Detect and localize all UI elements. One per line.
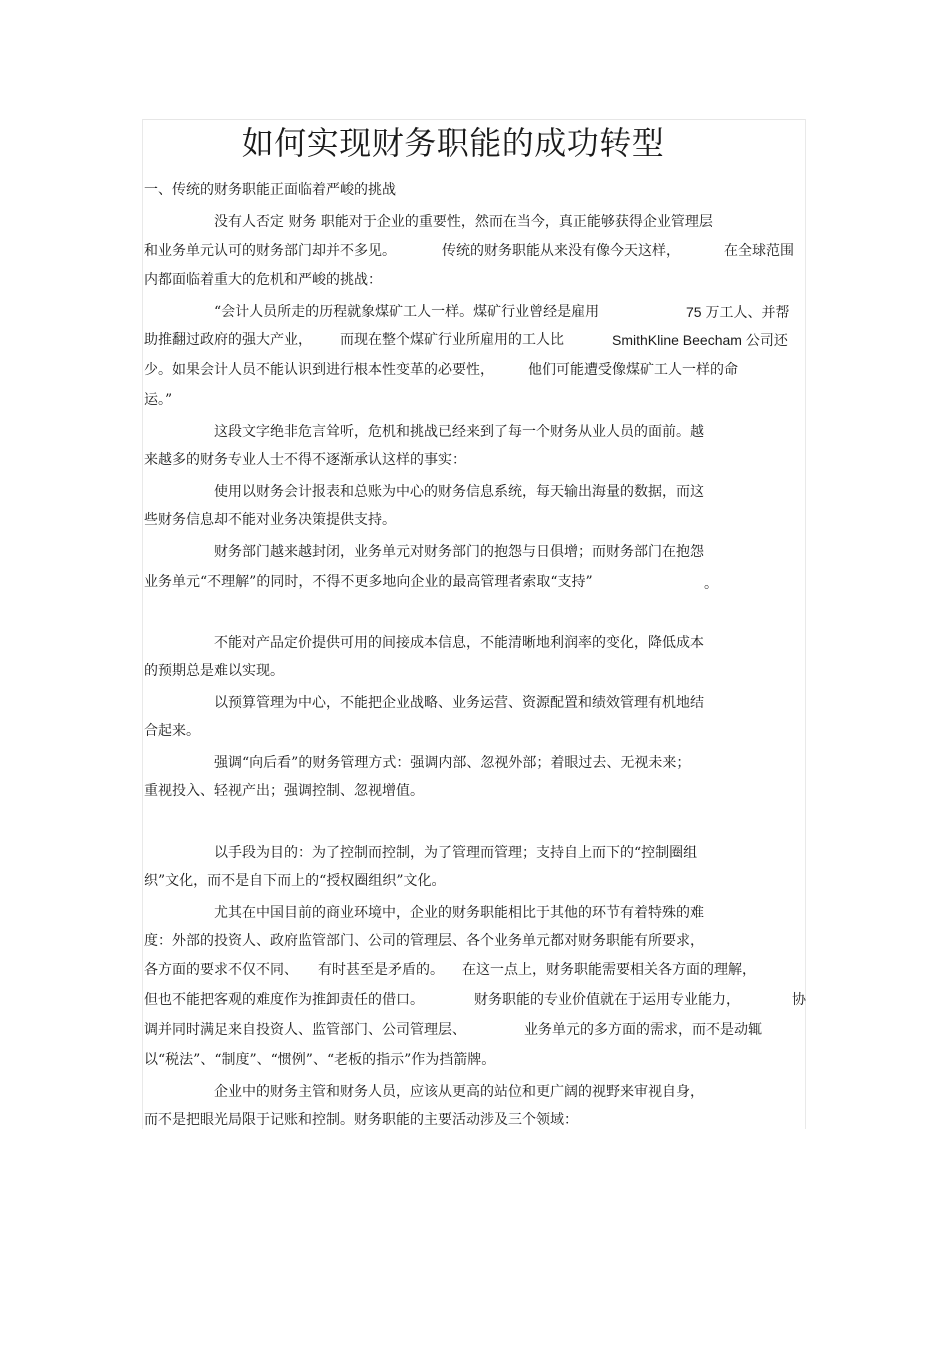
text-line: 尤其在中国目前的商业环境中，企业的财务职能相比于其他的环节有着特殊的难 [214,905,704,921]
text-line: 运。” [144,392,173,408]
text-line: 内都面临着重大的危机和严峻的挑战： [144,272,382,288]
text-line: 业务单元“不理解”的同时，不得不更多地向企业的最高管理者索取“支持” [144,574,593,590]
text-line: 在这一点上，财务职能需要相关各方面的理解， [462,962,756,978]
text-line: 有时甚至是矛盾的。 [318,962,444,978]
text-line: 但也不能把客观的难度作为推卸责任的借口。 [144,992,424,1008]
text-line: 而现在整个煤矿行业所雇用的工人比 [340,332,564,348]
text-line: 不能对产品定价提供可用的间接成本信息，不能清晰地利润率的变化，降低成本 [214,635,704,651]
text-line: 强调“向后看”的财务管理方式：强调内部、忽视外部；着眼过去、无视未来； [214,755,691,771]
text-line: 度：外部的投资人、政府监管部门、公司的管理层、各个业务单元都对财务职能有所要求， [144,933,704,949]
text-line: 少。如果会计人员不能认识到进行根本性变革的必要性， [144,362,494,378]
text-line: 合起来。 [144,723,200,739]
text-line: 助推翻过政府的强大产业， [144,332,312,348]
text-line: 以预算管理为中心，不能把企业战略、业务运营、资源配置和绩效管理有机地结 [214,695,704,711]
text-line: 在全球范围 [724,243,794,259]
text-line: 他们可能遭受像煤矿工人一样的命 [528,362,738,378]
text-line: 织”文化，而不是自下而上的“授权圈组织”文化。 [144,873,446,889]
text-line: 财务部门越来越封闭，业务单元对财务部门的抱怨与日俱增；而财务部门在抱怨 [214,544,704,560]
section-heading: 一、传统的财务职能正面临着严峻的挑战 [144,182,396,198]
text-line: “会计人员所走的历程就象煤矿工人一样。煤矿行业曾经是雇用 [214,304,600,320]
text-line: 的预期总是难以实现。 [144,663,284,679]
text-line: 。 [704,576,718,592]
text-line: 来越多的财务专业人士不得不逐渐承认这样的事实： [144,452,466,468]
text-line: 些财务信息却不能对业务决策提供支持。 [144,512,396,528]
text-line: 业务单元的多方面的需求，而不是动辄 [524,1022,762,1038]
text-line: 重视投入、轻视产出；强调控制、忽视增值。 [144,783,424,799]
document-title: 如何实现财务职能的成功转型 [241,124,665,162]
text-line: 各方面的要求不仅不同、 [144,962,298,978]
text-line: 和业务单元认可的财务部门却并不多见。 [144,243,396,259]
text-line: 传统的财务职能从来没有像今天这样， [442,243,680,259]
text-line: 75 万工人、并帮 [686,304,790,320]
text-line: 财务职能的专业价值就在于运用专业能力， [474,992,740,1008]
text-line: 以“税法”、“制度”、“惯例”、“老板的指示”作为挡箭牌。 [144,1052,496,1068]
text-line: 调并同时满足来自投资人、监管部门、公司管理层、 [144,1022,466,1038]
text-line: 而不是把眼光局限于记账和控制。财务职能的主要活动涉及三个领域： [144,1112,578,1128]
text-line: 使用以财务会计报表和总账为中心的财务信息系统，每天输出海量的数据，而这 [214,484,704,500]
text-line: 协 [792,992,806,1008]
text-line: SmithKline Beecham 公司还 [612,332,788,348]
text-line: 以手段为目的：为了控制而控制，为了管理而管理；支持自上而下的“控制圈组 [214,845,698,861]
text-line: 这段文字绝非危言耸听，危机和挑战已经来到了每一个财务从业人员的面前。越 [214,424,704,440]
text-line: 没有人否定 财务 职能对于企业的重要性，然而在当今，真正能够获得企业管理层 [214,214,713,230]
text-line: 企业中的财务主管和财务人员，应该从更高的站位和更广阔的视野来审视自身， [214,1084,704,1100]
